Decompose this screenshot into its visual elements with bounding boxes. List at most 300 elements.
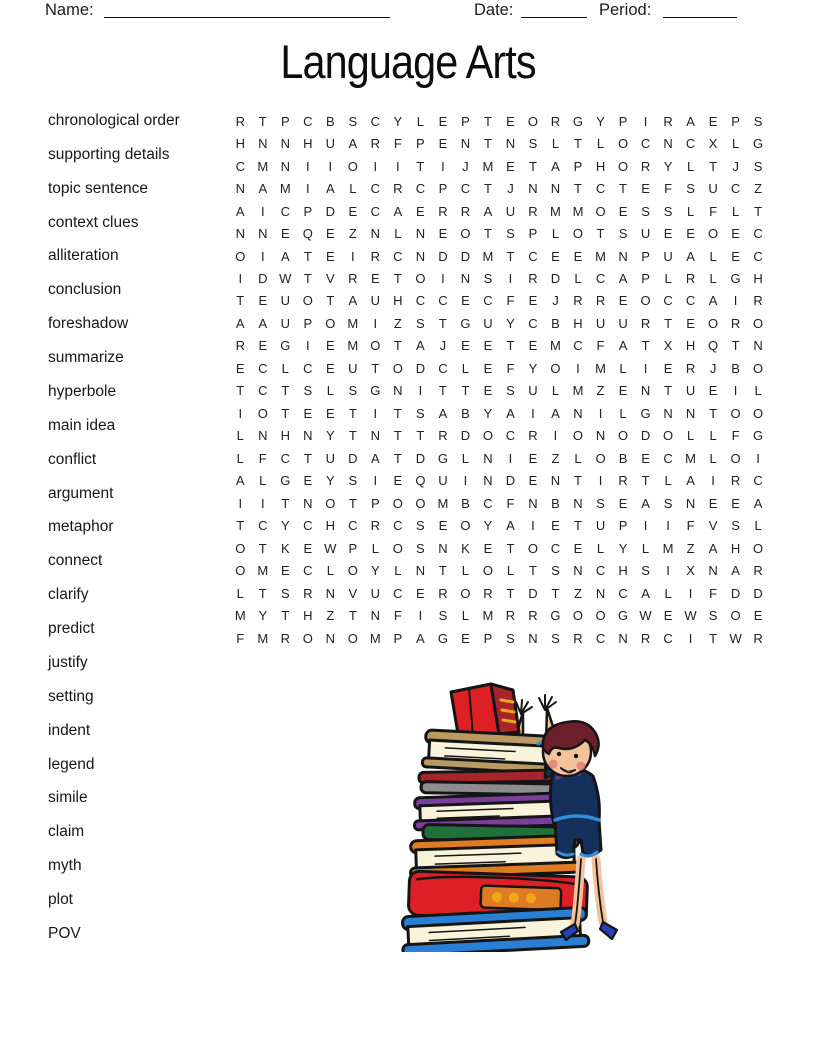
grid-cell: A (325, 181, 335, 197)
grid-cell: O (347, 158, 358, 174)
grid-cell: Y (483, 518, 493, 534)
grid-cell: O (347, 630, 358, 646)
grid-cell: E (461, 630, 470, 646)
grid-cell: I (531, 405, 535, 421)
word-list-item: chronological order (48, 111, 180, 129)
grid-cell: S (280, 585, 290, 601)
grid-cell: S (551, 563, 560, 579)
grid-cell: C (303, 113, 313, 129)
grid-cell: N (235, 226, 245, 242)
grid-cell: X (686, 563, 695, 579)
grid-cell: T (416, 158, 425, 174)
grid-cell: A (483, 203, 493, 219)
grid-cell: I (441, 158, 445, 174)
grid-cell: O (392, 495, 403, 511)
grid-cell: U (618, 315, 628, 331)
grid-cell: N (303, 495, 313, 511)
grid-cell: N (685, 405, 696, 421)
grid-cell: R (528, 428, 538, 444)
grid-cell: I (260, 495, 265, 511)
grid-cell: O (730, 450, 741, 466)
grid-cell: H (325, 518, 336, 534)
grid-cell: F (393, 136, 402, 152)
grid-cell: U (370, 293, 381, 309)
grid-cell: M (279, 181, 291, 197)
grid-cell: I (351, 248, 355, 264)
grid-cell: G (437, 450, 448, 466)
grid-cell: L (236, 428, 244, 444)
grid-cell: C (303, 518, 313, 534)
grid-cell: N (370, 428, 381, 444)
grid-cell: M (257, 630, 269, 646)
word-list-item: POV (48, 924, 81, 942)
grid-cell: Y (618, 540, 628, 556)
grid-cell: M (482, 158, 494, 174)
grid-cell: Q (415, 473, 426, 489)
grid-cell: T (574, 181, 582, 197)
grid-cell: E (753, 608, 763, 624)
grid-cell: H (303, 136, 313, 152)
grid-cell: E (528, 473, 538, 489)
grid-cell: E (528, 338, 538, 354)
grid-cell: A (348, 136, 358, 152)
grid-cell: U (348, 360, 358, 376)
grid-cell: C (438, 293, 448, 309)
grid-cell: S (708, 608, 718, 624)
grid-cell: R (685, 271, 696, 287)
grid-cell: A (731, 563, 740, 579)
grid-cell: O (708, 226, 719, 242)
grid-cell: R (235, 113, 245, 129)
grid-cell: L (641, 540, 650, 556)
grid-cell: L (709, 428, 717, 444)
grid-cell: T (303, 450, 312, 466)
grid-cell: L (709, 271, 717, 287)
grid-cell: C (663, 630, 673, 646)
grid-cell: I (553, 428, 558, 444)
grid-cell: T (754, 203, 763, 219)
grid-cell: R (528, 271, 538, 287)
word-list-item: plot (48, 891, 73, 909)
grid-cell: O (347, 563, 358, 579)
grid-cell: C (595, 271, 606, 287)
grid-cell: T (664, 315, 673, 331)
grid-cell: L (574, 271, 582, 287)
grid-cell: N (235, 181, 245, 197)
grid-cell: H (280, 428, 290, 444)
word-list-item: context clues (48, 213, 139, 231)
grid-cell: R (505, 608, 516, 624)
grid-cell: D (460, 428, 471, 444)
grid-cell: S (416, 315, 425, 331)
grid-cell: N (618, 248, 628, 264)
grid-cell: N (303, 428, 313, 444)
grid-cell: P (528, 226, 538, 242)
grid-cell: R (483, 585, 493, 601)
grid-cell: N (528, 495, 538, 511)
grid-cell: N (595, 585, 606, 601)
grid-cell: E (528, 293, 538, 309)
grid-cell: L (461, 563, 470, 579)
grid-cell: F (709, 585, 718, 601)
grid-cell: T (506, 248, 515, 264)
grid-cell: N (280, 136, 290, 152)
grid-cell: R (640, 158, 651, 174)
grid-cell: O (730, 405, 741, 421)
grid-cell: D (438, 248, 448, 264)
grid-cell: R (685, 360, 696, 376)
grid-cell: N (550, 181, 561, 197)
boy-head (543, 721, 599, 776)
word-list-item: clarify (48, 586, 89, 604)
grid-cell: N (370, 608, 381, 624)
grid-cell: C (595, 630, 606, 646)
grid-cell: G (753, 136, 764, 152)
grid-cell: L (731, 136, 740, 152)
grid-cell: D (325, 203, 336, 219)
word-list-item: topic sentence (48, 179, 148, 197)
grid-cell: Z (754, 181, 763, 197)
grid-cell: E (348, 203, 358, 219)
grid-cell: T (506, 540, 515, 556)
grid-cell: S (686, 181, 695, 197)
grid-cell: U (483, 315, 493, 331)
grid-cell: C (618, 585, 628, 601)
grid-cell: J (462, 158, 469, 174)
grid-cell: E (325, 226, 335, 242)
grid-cell: N (325, 585, 336, 601)
grid-cell: T (393, 450, 402, 466)
grid-cell: G (280, 338, 291, 354)
grid-cell: W (324, 540, 337, 556)
word-list-item: predict (48, 620, 95, 638)
grid-cell: C (483, 495, 493, 511)
grid-cell: O (460, 518, 471, 534)
grid-cell: T (236, 383, 245, 399)
grid-cell: M (662, 540, 674, 556)
grid-cell: A (371, 450, 380, 466)
grid-cell: T (348, 428, 357, 444)
grid-cell: P (280, 113, 290, 129)
grid-cell: G (730, 271, 741, 287)
word-list-item: claim (48, 823, 85, 841)
grid-cell: M (234, 608, 246, 624)
grid-cell: R (303, 585, 313, 601)
grid-cell: E (551, 248, 560, 264)
grid-cell: D (258, 271, 268, 287)
grid-cell: L (686, 428, 695, 444)
grid-cell: L (619, 360, 627, 376)
grid-cell: N (258, 136, 268, 152)
grid-cell: G (437, 630, 448, 646)
grid-cell: O (662, 428, 674, 444)
grid-cell: O (325, 315, 336, 331)
date-blank-line (521, 0, 587, 18)
grid-cell: O (527, 540, 539, 556)
grid-cell: Y (280, 518, 290, 534)
word-list-item: indent (48, 721, 91, 739)
grid-cell: G (640, 405, 651, 421)
grid-cell: N (483, 450, 493, 466)
header (0, 0, 816, 26)
grid-cell: C (393, 248, 403, 264)
grid-cell: O (753, 315, 764, 331)
grid-cell: A (686, 113, 695, 129)
word-list-item: foreshadow (48, 315, 129, 333)
grid-cell: N (505, 136, 516, 152)
grid-cell: C (370, 203, 381, 219)
grid-cell: Q (302, 226, 313, 242)
grid-cell: D (550, 271, 561, 287)
grid-cell: E (280, 226, 290, 242)
grid-cell: O (460, 226, 471, 242)
grid-cell: C (393, 518, 403, 534)
grid-cell: I (643, 113, 648, 129)
grid-cell: B (551, 495, 560, 511)
grid-cell: C (280, 450, 290, 466)
grid-cell: H (730, 540, 741, 556)
grid-cell: E (325, 360, 335, 376)
grid-cell: M (595, 248, 606, 264)
grid-cell: I (305, 158, 310, 174)
grid-cell: T (574, 136, 582, 152)
grid-cell: T (596, 226, 605, 242)
grid-cell: C (640, 136, 651, 152)
grid-cell: L (326, 563, 334, 579)
grid-cell: R (730, 473, 741, 489)
grid-cell: O (730, 608, 741, 624)
grid-cell: L (349, 181, 357, 197)
grid-cell: F (731, 428, 740, 444)
grid-cell: C (528, 315, 538, 331)
grid-cell: K (280, 540, 290, 556)
grid-cell: Y (258, 608, 268, 624)
grid-cell: R (528, 203, 538, 219)
grid-cell: L (731, 203, 740, 219)
grid-cell: V (348, 585, 358, 601)
grid-cell: Y (325, 428, 335, 444)
grid-cell: P (573, 158, 583, 174)
grid-cell: I (643, 360, 648, 376)
grid-cell: O (370, 338, 381, 354)
grid-cell: I (260, 248, 265, 264)
grid-cell: D (415, 360, 426, 376)
grid-cell: L (461, 450, 470, 466)
grid-cell: Y (528, 360, 538, 376)
grid-cell: T (574, 473, 582, 489)
grid-cell: U (438, 473, 448, 489)
grid-cell: N (258, 226, 268, 242)
grid-cell: E (438, 113, 448, 129)
grid-cell: E (708, 495, 718, 511)
grid-cell: T (371, 360, 380, 376)
grid-cell: T (528, 158, 537, 174)
grid-cell: F (506, 495, 515, 511)
grid-cell: R (663, 113, 673, 129)
grid-cell: T (393, 428, 402, 444)
grid-cell: A (235, 473, 245, 489)
grid-cell: O (617, 158, 629, 174)
grid-cell: N (370, 226, 381, 242)
grid-cell: W (729, 630, 742, 646)
grid-cell: A (416, 338, 425, 354)
grid-cell: S (753, 113, 763, 129)
grid-cell: Z (686, 540, 695, 556)
grid-cell: Q (708, 338, 719, 354)
grid-cell: M (572, 383, 584, 399)
grid-cell: R (348, 271, 358, 287)
grid-cell: O (302, 630, 313, 646)
grid-cell: L (371, 540, 379, 556)
grid-cell: A (235, 315, 245, 331)
grid-cell: O (302, 293, 313, 309)
grid-cell: U (325, 450, 336, 466)
grid-cell: A (258, 181, 268, 197)
grid-cell: I (373, 315, 378, 331)
grid-cell: T (483, 226, 492, 242)
grid-cell: T (326, 293, 335, 309)
grid-cell: E (438, 518, 448, 534)
grid-cell: I (666, 563, 670, 579)
grid-cell: N (550, 473, 561, 489)
grid-cell: S (528, 136, 538, 152)
grid-cell: E (618, 293, 628, 309)
grid-cell: C (528, 248, 538, 264)
grid-cell: T (664, 383, 673, 399)
grid-cell: C (505, 428, 516, 444)
page-title: Language Arts (280, 35, 536, 88)
grid-cell: E (731, 495, 740, 511)
grid-cell: E (371, 271, 380, 287)
grid-cell: N (483, 473, 493, 489)
grid-cell: S (416, 540, 425, 556)
grid-cell: Y (596, 113, 605, 129)
grid-cell: C (573, 338, 583, 354)
grid-cell: I (598, 405, 603, 421)
grid-cell: S (348, 113, 358, 129)
grid-cell: I (305, 181, 310, 197)
grid-cell: E (641, 181, 650, 197)
grid-cell: I (688, 585, 693, 601)
grid-cell: F (506, 360, 515, 376)
grid-cell: I (531, 518, 535, 534)
grid-cell: C (753, 226, 763, 242)
grid-cell: O (572, 428, 584, 444)
grid-cell: T (483, 181, 492, 197)
grid-cell: P (461, 113, 470, 129)
grid-cell: T (281, 405, 290, 421)
grid-cell: S (438, 608, 448, 624)
grid-cell: E (325, 248, 335, 264)
grid-cell: F (393, 608, 402, 624)
grid-cell: N (393, 383, 403, 399)
grid-cell: N (460, 271, 471, 287)
grid-cell: G (550, 608, 561, 624)
grid-cell: O (482, 563, 493, 579)
grid-cell: I (418, 383, 423, 399)
grid-cell: E (416, 203, 425, 219)
grid-cell: R (528, 608, 538, 624)
grid-cell: O (595, 608, 606, 624)
grid-cell: T (258, 585, 267, 601)
word-list-item: supporting details (48, 145, 170, 163)
grid-cell: T (236, 293, 245, 309)
grid-cell: L (281, 360, 289, 376)
grid-cell: O (640, 293, 651, 309)
grid-cell: T (258, 540, 267, 556)
grid-cell: N (708, 563, 718, 579)
grid-cell: T (438, 383, 447, 399)
grid-cell: E (731, 248, 740, 264)
grid-cell: B (618, 450, 628, 466)
grid-cell: R (573, 630, 583, 646)
grid-cell: C (753, 248, 763, 264)
grid-cell: I (666, 518, 670, 534)
grid-cell: O (617, 428, 629, 444)
grid-cell: Y (393, 113, 403, 129)
grid-cell: U (325, 136, 336, 152)
grid-cell: U (595, 315, 606, 331)
grid-cell: U (370, 585, 381, 601)
word-list-item: connect (48, 552, 103, 570)
grid-cell: L (236, 585, 244, 601)
grid-cell: I (328, 158, 333, 174)
grid-cell: P (641, 248, 650, 264)
grid-cell: L (709, 248, 717, 264)
grid-cell: T (281, 495, 290, 511)
grid-cell: R (438, 585, 448, 601)
grid-cell: E (303, 473, 313, 489)
grid-cell: Z (348, 226, 357, 242)
grid-cell: M (257, 563, 269, 579)
grid-cell: J (732, 158, 739, 174)
grid-cell: C (370, 181, 381, 197)
grid-cell: O (753, 360, 764, 376)
grid-cell: I (441, 271, 445, 287)
grid-cell: O (235, 540, 246, 556)
grid-cell: O (325, 495, 336, 511)
grid-cell: C (280, 203, 290, 219)
grid-cell: A (753, 495, 763, 511)
grid-cell: T (303, 271, 312, 287)
grid-cell: N (573, 563, 583, 579)
grid-cell: O (617, 136, 629, 152)
grid-cell: A (551, 158, 560, 174)
grid-cell: N (460, 136, 471, 152)
grid-cell: A (416, 630, 425, 646)
grid-cell: C (303, 563, 313, 579)
grid-cell: R (640, 315, 651, 331)
grid-cell: R (438, 428, 448, 444)
grid-cell: C (415, 293, 426, 309)
grid-cell: C (348, 518, 358, 534)
grid-cell: R (370, 136, 381, 152)
grid-cell: T (641, 473, 650, 489)
grid-cell: S (753, 158, 763, 174)
grid-cell: R (595, 293, 606, 309)
grid-cell: T (236, 518, 245, 534)
period-label: Period: (599, 1, 652, 19)
grid-cell: T (258, 113, 267, 129)
grid-cell: M (347, 315, 359, 331)
grid-cell: R (550, 113, 561, 129)
grid-cell: S (641, 563, 650, 579)
grid-cell: N (618, 630, 628, 646)
grid-cell: A (506, 518, 515, 534)
grid-cell: U (708, 181, 718, 197)
grid-cell: W (279, 271, 292, 287)
grid-cell: O (753, 540, 764, 556)
